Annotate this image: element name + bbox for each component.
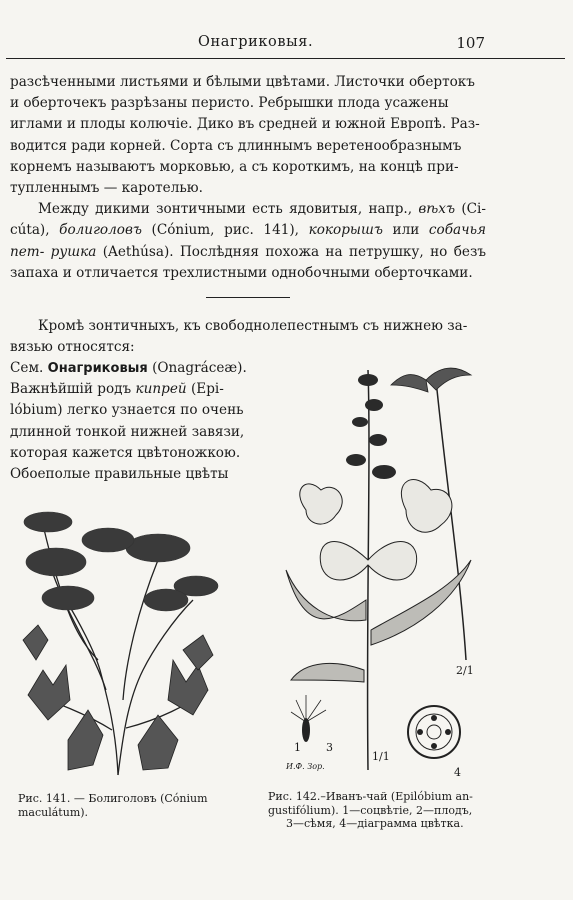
- text-line: тупленнымъ — каротелью.: [10, 180, 203, 197]
- seed-mark: [302, 718, 310, 742]
- italic-term: кипрей: [135, 381, 187, 398]
- caption-fig-142: [268, 790, 498, 831]
- column-text: [10, 358, 252, 485]
- fireweed-illustration: [276, 360, 482, 780]
- text-line: Кромѣ зонтичныхъ, къ свободнолепестнымъ съ нижнею за-: [38, 318, 468, 334]
- paragraph-carrot: [10, 72, 486, 284]
- italic-term: кокорышъ: [308, 222, 383, 239]
- caption-line: gustifólium). 1—соцвѣтіе, 2—плодъ,: [268, 803, 473, 817]
- caption-line: 3—сѣмя, 4—діаграмма цвѣтка.: [286, 817, 464, 830]
- text-line: lóbium) легко узнается по очень: [10, 402, 244, 419]
- paragraph-intro: [10, 316, 486, 358]
- italic-term: собачья пет-: [10, 222, 486, 260]
- text-line: корнемъ называютъ морковью, а съ короткимъ, на концѣ при-: [10, 158, 459, 175]
- figure-label-2: 2/1: [456, 664, 474, 677]
- figure-label-1: 1: [294, 741, 301, 754]
- italic-term: болиголовъ: [59, 222, 142, 239]
- text-line: иглами и плоды колючіе. Дико въ средней и южной Европѣ. Раз-: [10, 116, 480, 133]
- page-number: 107: [456, 34, 485, 52]
- caption-line: Рис. 142.–Иванъ-чай (Epilóbium an-: [268, 790, 473, 803]
- text-line: Обоеполые правильные цвѣты: [10, 466, 229, 483]
- text-line: разсѣченными листьями и бѣлыми цвѣтами. Листочки обертокъ: [10, 74, 475, 90]
- text-line: вязью относятся:: [10, 339, 135, 356]
- text-line: Сем. Онагриковыя (Onagráceæ).: [10, 360, 247, 376]
- text-line: которая кажется цвѣтоножкою.: [10, 444, 241, 461]
- figure-label-4: 4: [454, 766, 461, 779]
- text-line: длинной тонкой нижней завязи,: [10, 423, 245, 440]
- text-line: и оберточекъ разрѣзаны перисто. Ребрышки плода усажены: [10, 95, 449, 112]
- italic-term: вѣхъ: [418, 201, 456, 218]
- running-header: [0, 34, 573, 54]
- hemlock-illustration: [8, 500, 228, 780]
- figure-label-1-1: 1/1: [372, 750, 390, 763]
- family-name: Онагриковыя: [47, 361, 148, 376]
- figure-label-3: 3: [326, 741, 333, 754]
- paragraph-poisonous: Между дикими зонтичными есть ядовитыя, напр., вѣхъ (Ci- cúta), болиголовъ (Cónium, рис. 141), кокорышъ или собачья пет- рушка (Aethúsa). Послѣдняя похожа на петрушку, но безъ запаха и отличается трехлистными однобочными оберточками.: [10, 201, 487, 281]
- text-line: Важнѣйшій родъ кипрей (Epi-: [10, 381, 224, 398]
- chapter-title: Онагриковыя.: [198, 34, 314, 50]
- flower-diagram: [408, 706, 460, 758]
- section-separator: [206, 297, 290, 298]
- engraver-signature: И.Ф. Зор.: [286, 762, 325, 771]
- header-rule: [6, 58, 565, 59]
- italic-term: рушка: [50, 243, 97, 260]
- text-line: водится ради корней. Сорта съ длиннымъ веретенообразнымъ: [10, 137, 462, 154]
- caption-fig-141: Рис. 141. — Болиголовъ (Cónium maculátum).: [18, 792, 208, 819]
